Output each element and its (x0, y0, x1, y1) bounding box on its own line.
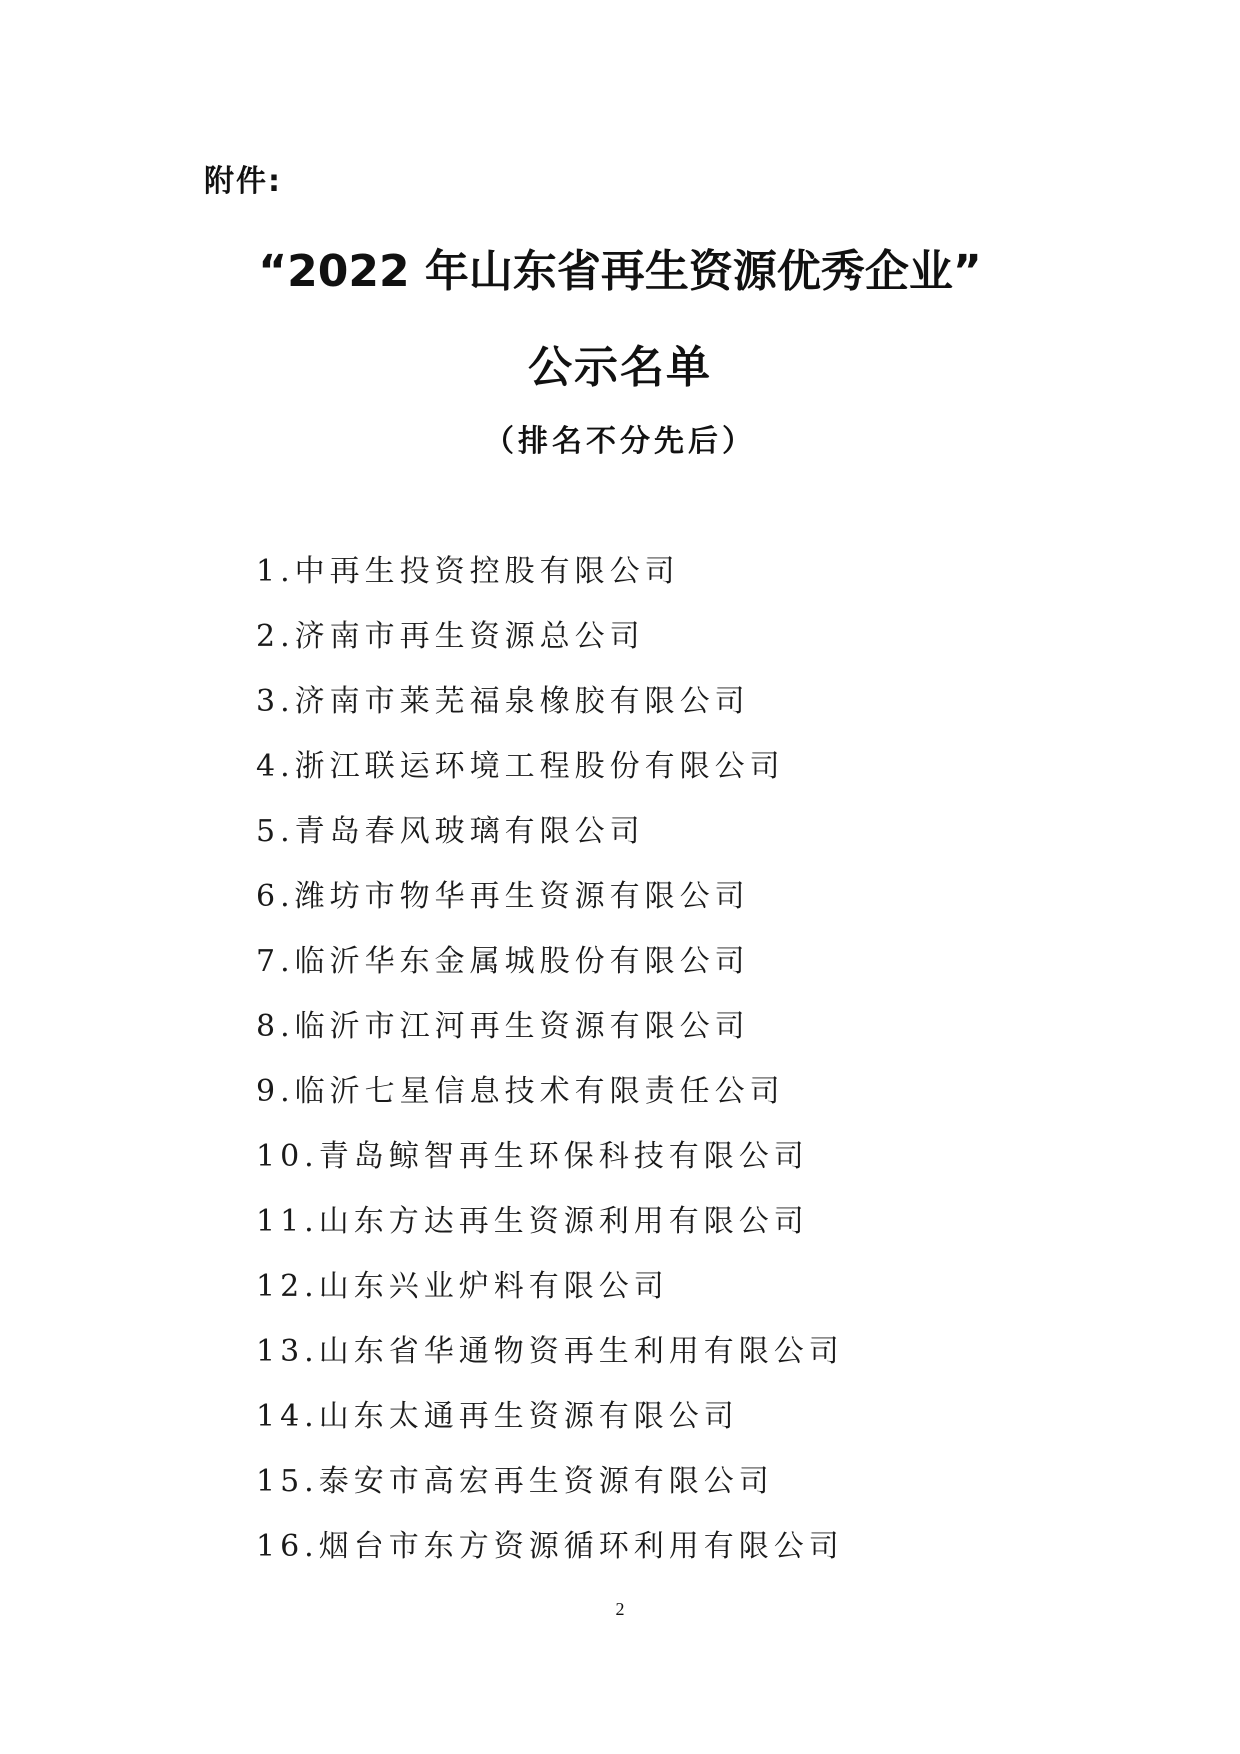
list-item: 3.济南市莱芜福泉橡胶有限公司 (256, 684, 750, 719)
page-number: 2 (615, 1599, 625, 1619)
list-item: 4.浙江联运环境工程股份有限公司 (256, 749, 785, 784)
list-item: 5.青岛春风玻璃有限公司 (256, 814, 645, 849)
list-item: 2.济南市再生资源总公司 (256, 619, 645, 654)
list-item: 10.青岛鲸智再生环保科技有限公司 (256, 1139, 809, 1174)
list-item: 8.临沂市江河再生资源有限公司 (256, 1009, 750, 1044)
document-title: “2022 年山东省再生资源优秀企业” (258, 246, 982, 297)
list-item: 14.山东太通再生资源有限公司 (256, 1399, 739, 1434)
list-item: 15.泰安市高宏再生资源有限公司 (256, 1464, 774, 1499)
list-item: 1.中再生投资控股有限公司 (256, 554, 680, 589)
list-item: 13.山东省华通物资再生利用有限公司 (256, 1334, 844, 1369)
list-item: 7.临沂华东金属城股份有限公司 (256, 944, 750, 979)
list-item: 16.烟台市东方资源循环利用有限公司 (256, 1529, 844, 1564)
list-item: 6.潍坊市物华再生资源有限公司 (256, 879, 750, 914)
document-title-line2: 公示名单 (528, 342, 712, 393)
company-list (256, 550, 844, 1590)
list-item: 12.山东兴业炉料有限公司 (256, 1269, 669, 1304)
attachment-label: 附件: (204, 164, 282, 199)
document-subtitle: （排名不分先后） (484, 424, 756, 459)
list-item: 9.临沂七星信息技术有限责任公司 (256, 1074, 785, 1109)
list-item: 11.山东方达再生资源利用有限公司 (256, 1204, 809, 1239)
